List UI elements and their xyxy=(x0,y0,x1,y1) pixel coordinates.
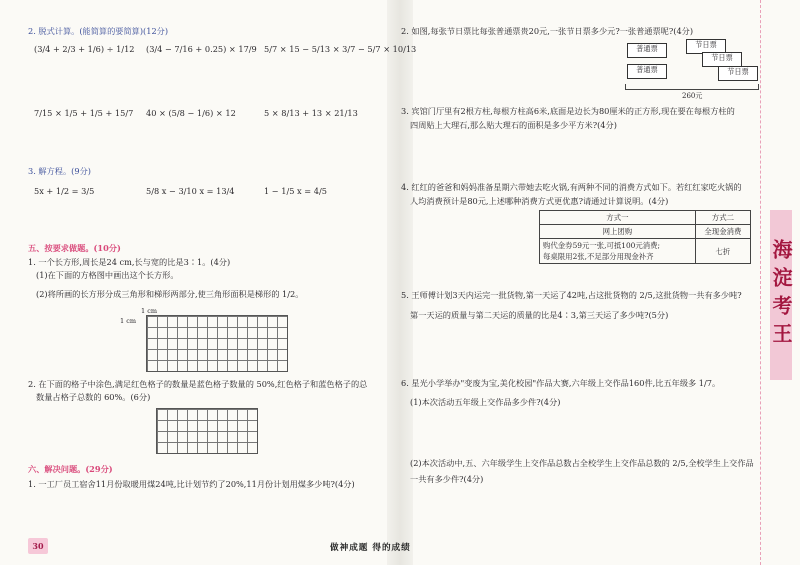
page-number: 30 xyxy=(28,538,48,554)
table-head-1: 方式一 xyxy=(540,211,696,225)
calc-item-2: (3/4 − 7/16 + 0.25) × 17/9 xyxy=(146,44,257,54)
equation-3: 1 − 1/5 x = 4/5 xyxy=(264,186,327,196)
sec5-q2-line2: 数量占格子总数的 60%。(6分) xyxy=(36,392,151,402)
ticket-regular-1: 普通票 xyxy=(627,43,667,58)
r-q4-line1: 4. 红红的爸爸和妈妈准备星期六带她去吃火锅,有两种不同的消费方式如下。若红红家吃火锅的 xyxy=(401,182,742,192)
table-cell-2-1a: 购代金券59元一张,可抵100元消费; xyxy=(543,241,661,250)
calc-item-1: (3/4 + 2/3 + 1/6) ÷ 1/12 xyxy=(34,44,135,54)
ticket-regular-2: 普通票 xyxy=(627,64,667,79)
sec5-q1-part1: (1)在下面的方格图中画出这个长方形。 xyxy=(36,270,179,280)
table-cell-2-1b: 每桌限用2张,不足部分用现金补齐 xyxy=(543,252,654,261)
sec5-q2-line1: 2. 在下面的格子中涂色,满足红色格子的数量是蓝色格子数量的 50%,红色格子和蓝色格子的总 xyxy=(28,379,368,389)
section-6-title: 六、解决问题。(29分) xyxy=(28,464,113,474)
tickets-total: 260元 xyxy=(682,92,703,100)
calc-item-6: 5 × 8/13 + 13 × 21/13 xyxy=(264,108,358,118)
q3-title: 3. 解方程。(9分) xyxy=(28,166,91,176)
r-q6-part2-line1: (2)本次活动中,五、六年级学生上交作品总数占全校学生上交作品总数的 2/5,全校学生上交作品 xyxy=(410,458,754,468)
sec5-q1-part2: (2)将所画的长方形分成三角形和梯形两部分,使三角形面积是梯形的 1/2。 xyxy=(36,289,304,299)
table-cell-2-2: 七折 xyxy=(695,239,750,264)
footer-slogan: 做神成题 得的成绩 xyxy=(330,543,411,553)
ticket-holiday-3: 节日票 xyxy=(718,66,758,81)
r-q6-part1: (1)本次活动五年级上交作品多少件?(4分) xyxy=(410,397,561,407)
table-cell-2-1 xyxy=(540,239,696,264)
calc-item-5: 40 × (5/8 − 1/6) × 12 xyxy=(146,108,236,118)
r-q5-line1: 5. 王师傅计划3天内运完一批货物,第一天运了42吨,占这批货物的 2/5,这批货物一共有多少吨? xyxy=(401,290,742,300)
r-q6-part2-line2: 一共有多少件?(4分) xyxy=(410,474,484,484)
ticket-holiday-1: 节日票 xyxy=(686,39,726,54)
grid-label-top: 1 cm xyxy=(141,307,158,315)
r-q3-line1: 3. 宾馆门厅里有2根方柱,每根方柱高6米,底面是边长为80厘米的正方形,现在要在每根方柱的 xyxy=(401,106,735,116)
sec5-q1: 1. 一个长方形,周长是24 cm,长与宽的比是3∶1。(4分) xyxy=(28,257,231,267)
ticket-holiday-2: 节日票 xyxy=(702,52,742,67)
equation-2: 5/8 x − 3/10 x = 13/4 xyxy=(146,186,235,196)
grid-label-left: 1 cm xyxy=(120,317,137,325)
table-cell-1-1: 网上团购 xyxy=(540,225,696,239)
color-grid[interactable] xyxy=(156,408,258,454)
calc-item-3: 5/7 × 15 − 5/13 × 3/7 − 5/7 × 10/13 xyxy=(264,44,417,54)
equation-1: 5x + 1/2 = 3/5 xyxy=(34,186,95,196)
brand-logo: 海淀考王 xyxy=(770,210,792,380)
table-head-2: 方式二 xyxy=(695,211,750,225)
total-bracket xyxy=(625,84,759,90)
r-q4-line2: 人均消费预计是80元,上述哪种消费方式更优惠?请通过计算说明。(4分) xyxy=(410,196,669,206)
r-q5-line2: 第一天运的质量与第二天运的质量的比是4∶3,第三天运了多少吨?(5分) xyxy=(410,310,669,320)
table-cell-1-2: 全现金消费 xyxy=(695,225,750,239)
consumption-table xyxy=(539,210,751,264)
calc-item-4: 7/15 × 1/5 + 1/5 + 15/7 xyxy=(34,108,134,118)
r-q3-line2: 四周贴上大理石,那么贴大理石的面积是多少平方米?(4分) xyxy=(410,120,617,130)
sec6-q1: 1. 一工厂员工宿舍11月份取暖用煤24吨,比计划节约了20%,11月份计划用煤多少吨?(4分) xyxy=(28,479,355,489)
q2-title: 2. 脱式计算。(能简算的要简算)(12分) xyxy=(28,26,169,36)
square-grid-1[interactable] xyxy=(146,315,288,372)
section-5-title: 五、按要求做题。(10分) xyxy=(28,243,121,253)
r-q6-line1: 6. 星光小学举办"变废为宝,美化校园"作品大赛,六年级上交作品160件,比五年级多 1/7。 xyxy=(401,378,721,388)
r-q2: 2. 如图,每张节日票比每张普通票贵20元,一张节日票多少元?一张普通票呢?(4分) xyxy=(401,26,694,36)
